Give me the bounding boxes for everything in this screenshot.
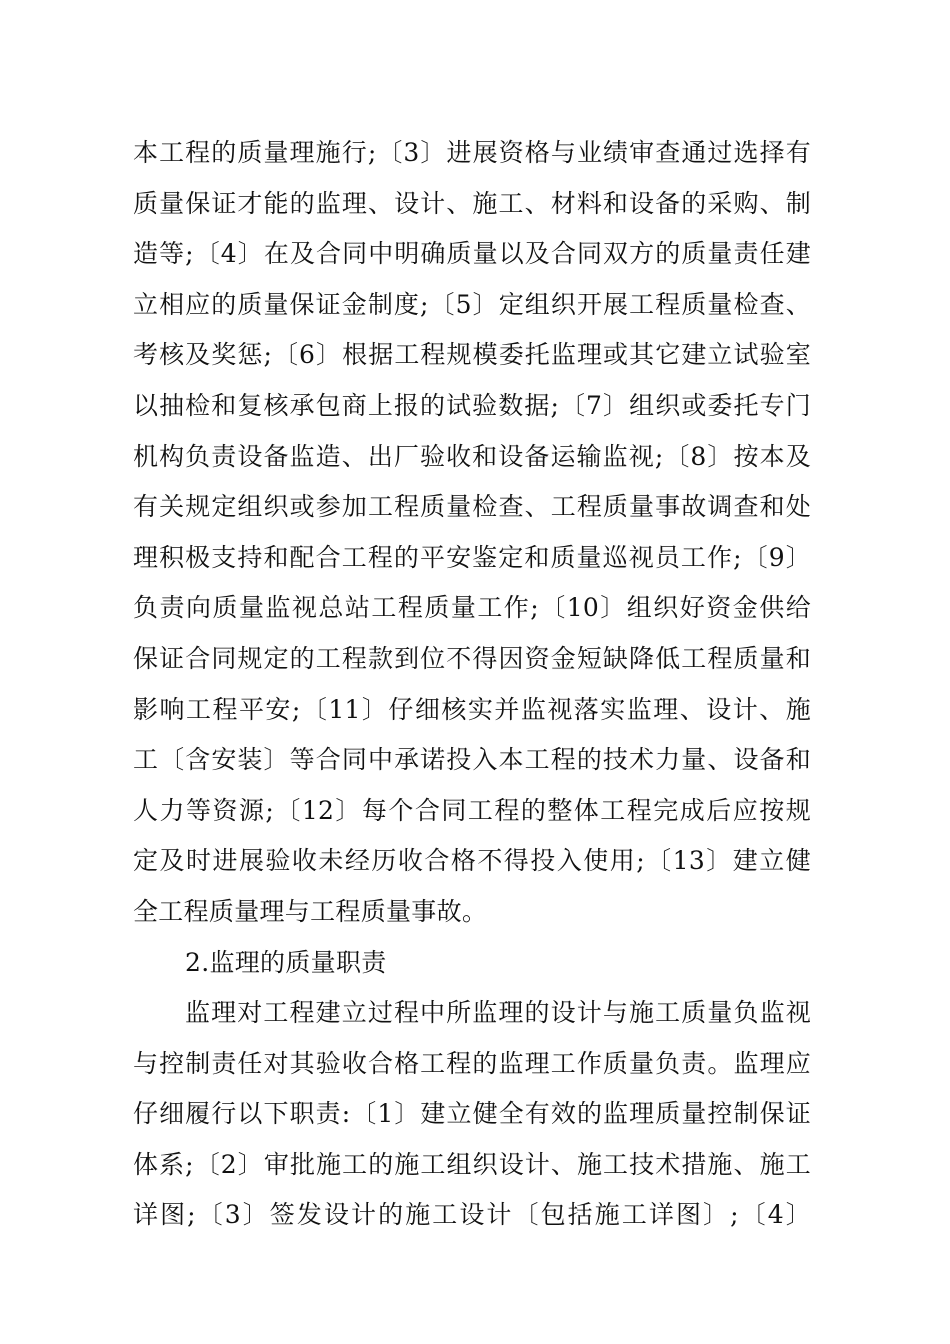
text-line: 影响工程平安;〔11〕仔细核实并监视落实监理、设计、施 [133,694,811,724]
text-line: 本工程的质量理施行;〔3〕进展资格与业绩审查通过选择有 [133,138,811,167]
text-line: 质量保证才能的监理、设计、施工、材料和设备的采购、制 [133,188,811,218]
text-line: 以抽检和复核承包商上报的试验数据;〔7〕组织或委托专门 [133,390,811,420]
text-line: 人力等资源;〔12〕每个合同工程的整体工程完成后应按规 [133,795,811,825]
text-line: 详图;〔3〕签发设计的施工设计〔包括施工详图〕;〔4〕 [133,1200,811,1230]
text-line: 机构负责设备监造、出厂验收和设备运输监视;〔8〕按本及 [133,441,811,471]
text-line: 与控制责任对其验收合格工程的监理工作质量负责。监理应 [133,1048,811,1078]
text-line: 考核及奖惩;〔6〕根据工程规模委托监理或其它建立试验室 [133,340,811,370]
text-line: 工〔含安装〕等合同中承诺投入本工程的技术力量、设备和 [133,745,811,775]
text-line: 保证合同规定的工程款到位不得因资金短缺降低工程质量和 [133,643,811,673]
text-line: 仔细履行以下职责:〔1〕建立健全有效的监理质量控制保证 [133,1099,811,1129]
text-line: 全工程质量理与工程质量事故。 [133,896,488,926]
text-line: 负责向质量监视总站工程质量工作;〔10〕组织好资金供给 [133,593,811,623]
text-line: 造等;〔4〕在及合同中明确质量以及合同双方的质量责任建 [133,239,811,269]
text-line: 立相应的质量保证金制度;〔5〕定组织开展工程质量检查、 [133,289,811,319]
text-line: 体系;〔2〕审批施工的施工组织设计、施工技术措施、施工 [133,1149,811,1179]
text-line: 定及时进展验收未经历收合格不得投入使用;〔13〕建立健 [133,846,811,876]
text-line: 有关规定组织或参加工程质量检查、工程质量事故调查和处 [133,492,811,522]
text-line: 监理对工程建立过程中所监理的设计与施工质量负监视 [185,998,811,1028]
text-line: 理积极支持和配合工程的平安鉴定和质量巡视员工作;〔9〕 [133,542,811,572]
document-body [133,128,811,1241]
section-heading: 2.监理的质量职责 [185,947,387,977]
